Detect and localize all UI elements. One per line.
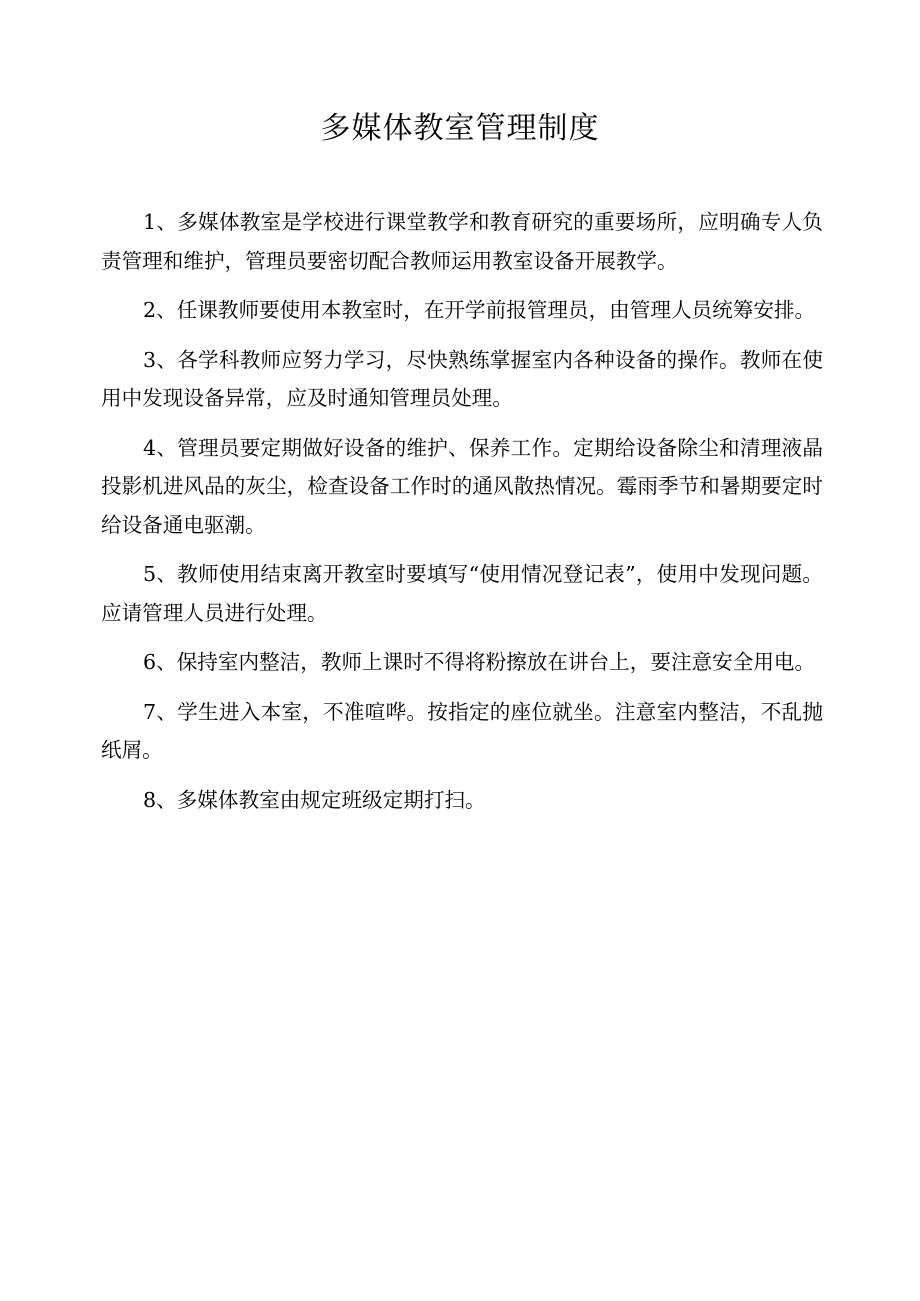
rule-paragraph-7: 7、学生进入本室，不准喧哗。按指定的座位就坐。注意室内整洁，不乱抛纸屑。 bbox=[101, 699, 823, 762]
rule-paragraph-1: 1、多媒体教室是学校进行课堂教学和教育研究的重要场所，应明确专人负责管理和维护，管理员要密切配合教师运用教室设备开展教学。 bbox=[101, 210, 823, 273]
rule-paragraph-5: 5、教师使用结束离开教室时要填写“使用情况登记表”，使用中发现问题。应请管理人员进行处理。 bbox=[101, 562, 823, 625]
rule-paragraph-8: 8、多媒体教室由规定班级定期打扫。 bbox=[143, 787, 486, 812]
rule-paragraph-3: 3、各学科教师应努力学习，尽快熟练掌握室内各种设备的操作。教师在使用中发现设备异常，应及时通知管理员处理。 bbox=[101, 347, 823, 410]
rule-paragraph-2: 2、任课教师要使用本教室时，在开学前报管理员，由管理人员统筹安排。 bbox=[143, 298, 816, 322]
document-title: 多媒体教室管理制度 bbox=[320, 111, 600, 146]
document-body bbox=[101, 203, 823, 830]
rule-paragraph-6: 6、保持室内整洁，教师上课时不得将粉擦放在讲台上，要注意安全用电。 bbox=[143, 650, 816, 674]
rule-paragraph-4: 4、管理员要定期做好设备的维护、保养工作。定期给设备除尘和清理液晶投影机进风品的灰尘，检查设备工作时的通风散热情况。霉雨季节和暑期要定时给设备通电驱潮。 bbox=[101, 435, 823, 537]
